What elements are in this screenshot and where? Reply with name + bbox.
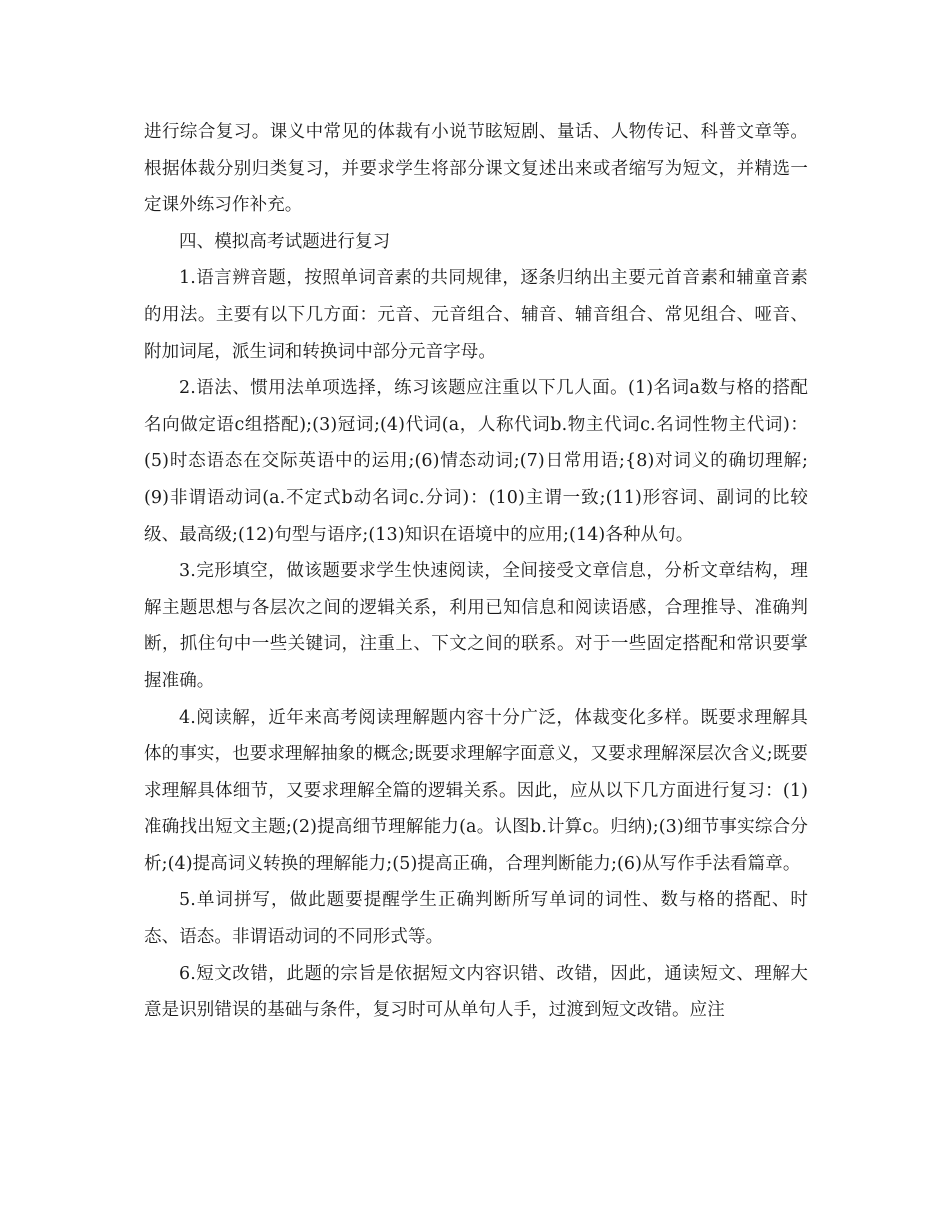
paragraph-error-correction: 6.短文改错，此题的宗旨是依据短文内容识错、改错，因此，通读短文、理解大意是识别错误的基础与条件，复习时可从单句人手，过渡到短文改错。应注 (144, 963, 808, 1021)
paragraph-word-spelling: 5.单词拼写，做此题要提醒学生正确判断所写单词的词性、数与格的搭配、时态、语态。非谓语动词的不同形式等。 (144, 890, 808, 948)
paragraph-cloze: 3.完形填空，做该题要求学生快速阅读，全间接受文章信息，分析文章结构，理解主题思想与各层次之间的逻辑关系，利用已知信息和阅读语感，合理推导、准确判断，抓住句中一些关键词，注重上、下文之间的联系。对于一些固定搭配和常识要掌握准确。 (144, 561, 808, 691)
document-body (144, 114, 808, 1029)
paragraph-continuation: 进行综合复习。课义中常见的体裁有小说节眩短剧、量话、人物传记、科普文章等。根据体裁分别归类复习，并要求学生将部分课文复述出来或者缩写为短文，并精选一定课外练习作补充。 (144, 122, 808, 216)
section-heading-mock-exam-review: 四、模拟高考试题进行复习 (179, 231, 391, 252)
paragraph-reading-comprehension: 4.阅读解，近年来高考阅读理解题内容十分广泛，体裁变化多样。既要求理解具体的事实，也要求理解抽象的概念;既要求理解字面意义，又要求理解深层次含义;既要求理解具体细节，又要求理解全篇的逻辑关系。因此，应从以下几方面进行复习：(1)准确找出短文主题;(2)提高细节理解能力(a。认图b.计算c。归纳);(3)细节事实综合分析;(4)提高词义转换的理解能力;(5)提高正确，合理判断能力;(6)从写作手法看篇章。 (144, 707, 808, 874)
paragraph-phonetics: 1.语言辨音题，按照单词音素的共同规律，逐条归纳出主要元首音素和辅童音素的用法。主要有以下几方面：元音、元音组合、辅音、辅音组合、常见组合、哑音、附加词尾，派生词和转换词中部分元音字母。 (144, 268, 808, 362)
paragraph-grammar-choice: 2.语法、惯用法单项选择，练习该题应注重以下几人面。(1)名词a数与格的搭配名向做定语c组搭配);(3)冠词;(4)代词(a，人称代词b.物主代词c.名词性物主代词)：(5)时态语态在交际英语中的运用;(6)情态动词;(7)日常用语;{8)对词义的确切理解;(9)非谓语动词(a.不定式b动名词c.分词)：(10)主谓一致;(11)形容词、副词的比较级、最高级;(12)句型与语序;(13)知识在语境中的应用;(14)各种从句。 (144, 378, 808, 545)
